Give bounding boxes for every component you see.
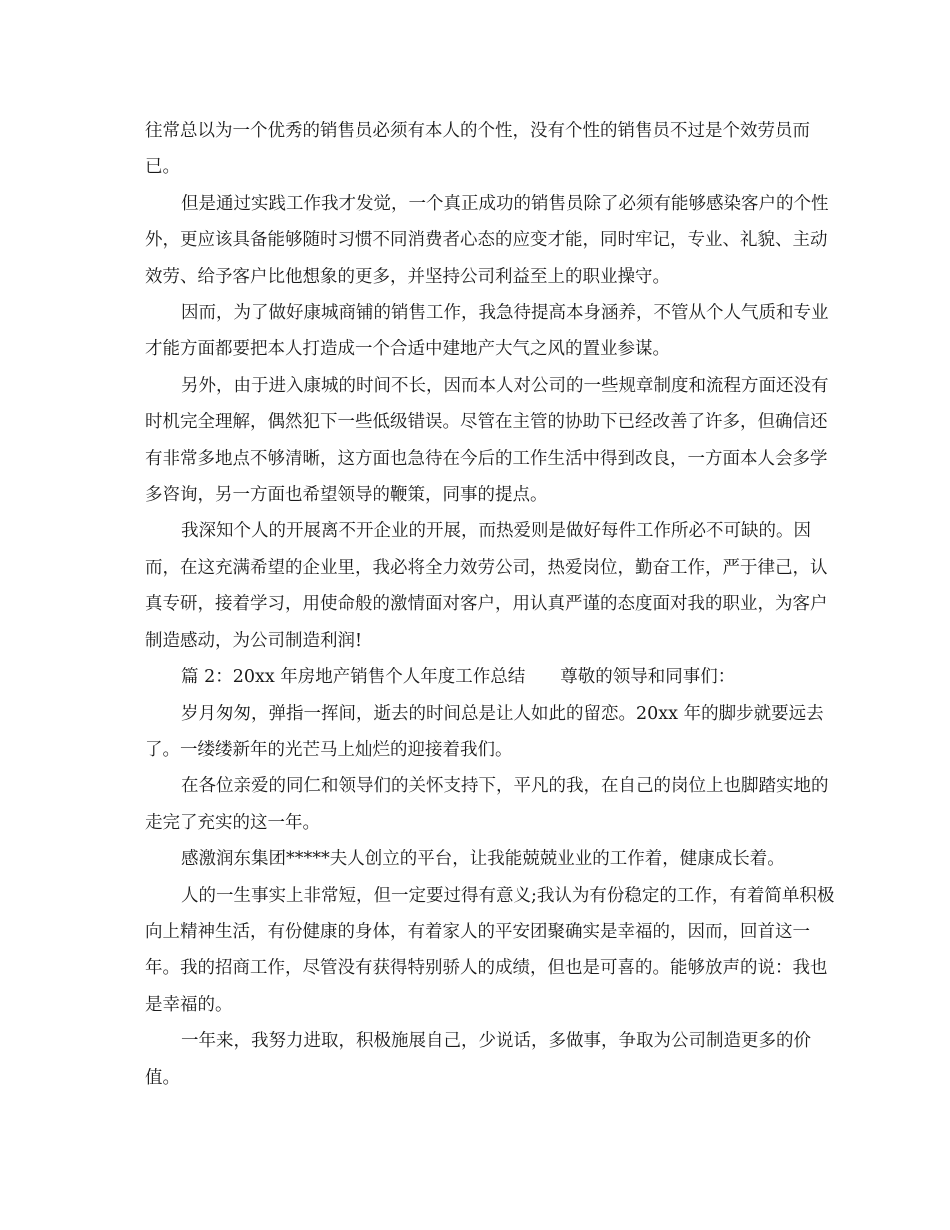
paragraph-practice-discovery: 但是通过实践工作我才发觉，一个真正成功的销售员除了必须有能够感染客户的个性外，更应该具备能够随时习惯不同消费者心态的应变才能，同时牢记，专业、礼貌、主动效劳、给予客户比他想象的更多，并坚持公司利益至上的职业操守。: [145, 193, 829, 287]
paragraph-section-heading: 篇 2：20xx 年房地产销售个人年度工作总结 尊敬的领导和同事们：: [181, 667, 736, 688]
paragraph-colleague-support: 在各位亲爱的同仁和领导们的关怀支持下，平凡的我，在自己的岗位上也脚踏实地的走完了充实的这一年。: [145, 776, 829, 833]
paragraph-year-effort: 一年来，我努力进取，积极施展自己，少说话，多做事，争取为公司制造更多的价值。: [145, 1031, 811, 1088]
paragraph-gratitude: 感激润东集团*****夫人创立的平台，让我能兢兢业业的工作着，健康成长着。: [181, 849, 785, 870]
paragraph-meaningful-life: 人的一生事实上非常短，但一定要过得有意义;我认为有份稳定的工作，有着简单积极向上精神生活，有份健康的身体，有着家人的平安团聚确实是幸福的，因而，回首这一年。我的招商工作，尽管没有获得特别骄人的成绩，但也是可喜的。能够放声的说：我也是幸福的。: [145, 885, 835, 1015]
paragraph-salesperson-personality: 往常总以为一个优秀的销售员必须有本人的个性，没有个性的销售员不过是个效劳员而已。: [145, 121, 810, 178]
paragraph-personal-development: 我深知个人的开展离不开企业的开展，而热爱则是做好每件工作所必不可缺的。因而，在这充满希望的企业里，我必将全力效劳公司，热爱岗位，勤奋工作，严于律己，认真专研，接着学习，用使命般的激情面对客户，用认真严谨的态度面对我的职业，为客户制造感动，为公司制造利润!: [145, 521, 828, 651]
paragraph-rules-and-process: 另外，由于进入康城的时间不长，因而本人对公司的一些规章制度和流程方面还没有时机完全理解，偶然犯下一些低级错误。尽管在主管的协助下已经改善了许多，但确信还有非常多地点不够清晰，这方面也急待在今后的工作生活中得到改良，一方面本人会多学多咨询，另一方面也希望领导的鞭策，同事的提点。: [145, 375, 829, 506]
paragraph-self-improvement: 因而，为了做好康城商铺的销售工作，我急待提高本身涵养，不管从个人气质和专业才能方面都要把本人打造成一个合适中建地产大气之风的置业参谋。: [145, 303, 829, 360]
paragraph-time-passing: 岁月匆匆，弹指一挥间，逝去的时间总是让人如此的留恋。20xx 年的脚步就要远去了。一缕缕新年的光芒马上灿烂的迎接着我们。: [145, 703, 824, 760]
document-body: [145, 113, 835, 1096]
